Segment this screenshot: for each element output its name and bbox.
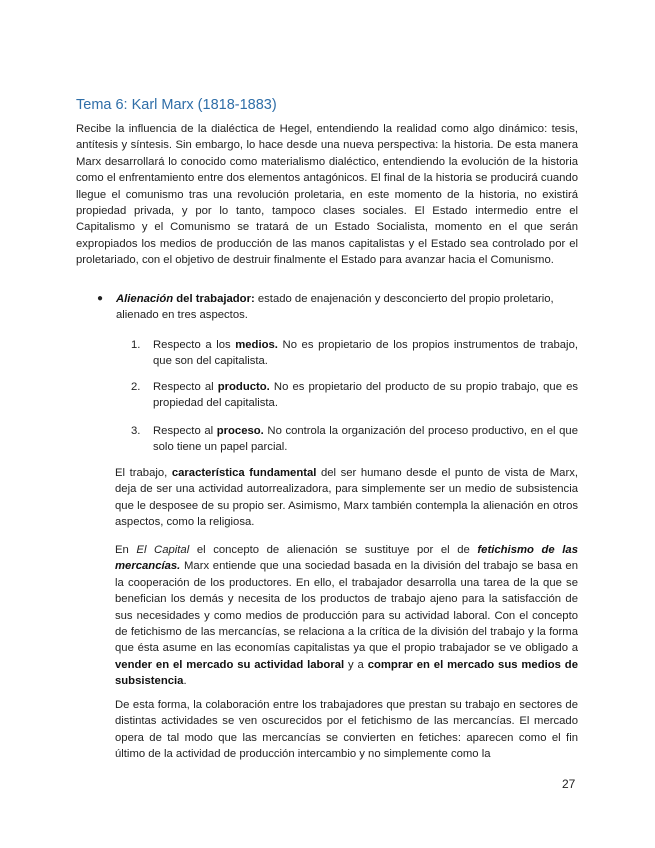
alienation-term-rest: del trabajador: <box>173 293 255 305</box>
alienation-bullet-item <box>97 291 578 324</box>
aspect-text: Respecto al producto. No es propietario del producto de su propio trabajo, que es propiedad del capitalista. <box>153 381 578 410</box>
alienation-term: Alienación <box>116 293 174 305</box>
intro-paragraph: Recibe la influencia de la dialéctica de Hegel, entendiendo la realidad como algo dinámico: tesis, antítesis y síntesis. Sin embargo, lo hace desde una nueva perspectiva: la historia. De esta manera Marx desarrollará lo conocido como materialismo dialéctico, entendiendo la evolución de la historia como el enfrentamiento entre dos elementos antagónicos. El final de la historia se producirá cuando llegue el comunismo tras una revolución proletaria, en este momento de la historia, no existirá propiedad privada, y por lo tanto, tampoco clases sociales. El Estado intermedio entre el Capitalismo y el Comunismo se tratará de un Estado Socialista, momento en el que serán expropiados los medios de producción de las manos capitalistas y el Estado sea controlado por el proletariado, con el objetivo de destruir finalmente el Estado para avanzar hacia el Comunismo. <box>76 123 578 267</box>
capital-paragraph: En El Capital el concepto de alienación se sustituye por el de fetichismo de las mercancías. Marx entiende que una sociedad basada en la división del trabajo se basa en la cooperación de los productores. En ello, el trabajador desarrolla una tarea de la que se benefician los demás y necesita de los productos de trabajo ajeno para la satisfacción de sus necesidades y como medios de producción para su actividad laboral. Con el concepto de fetichismo de las mercancías, se relaciona a la crítica de la división del trabajo y la forma que ésta asume en las economías capitalistas ya que el propio trabajador se ve obligado a vender en el mercado su actividad laboral y a comprar en el mercado sus medios de subsistencia. <box>115 544 578 688</box>
page-number: 27 <box>562 777 576 791</box>
aspect-number: 3. <box>131 425 141 437</box>
alienation-bullet-text <box>116 291 578 324</box>
alienation-description: estado de enajenación y desconcierto del propio proletario, alienado en tres aspectos. <box>116 293 554 322</box>
bullet-icon: ● <box>97 293 104 304</box>
page-title: Tema 6: Karl Marx (1818-1883) <box>76 97 277 113</box>
final-paragraph: De esta forma, la colaboración entre los trabajadores que prestan su trabajo en sectores de distintas actividades se ven oscurecidos por el fetichismo de las mercancías. El mercado opera de tal modo que las mercancías se convierten en fetiches: aparecen como el fin último de la actividad de producción intercambio y no simplemente como la <box>115 699 578 761</box>
aspect-item-producto <box>131 379 578 412</box>
book-title: El Capital <box>136 544 190 556</box>
aspect-number: 1. <box>131 339 141 351</box>
aspect-number: 2. <box>131 381 141 393</box>
aspect-text: Respecto al proceso. No controla la organización del proceso productivo, en el que solo tiene un papel parcial. <box>153 425 578 454</box>
aspect-item-medios <box>131 337 578 370</box>
work-paragraph: El trabajo, característica fundamental del ser humano desde el punto de vista de Marx, deja de ser una actividad autorrealizadora, para simplemente ser un medio de subsistencia que le desposee de su propio ser. Asimismo, Marx también contempla la alienación en otros aspectos, como la religiosa. <box>115 467 578 529</box>
fetishism-term: fetichismo de las mercancías. <box>115 544 578 573</box>
aspect-text: Respecto a los medios. No es propietario de los propios instrumentos de trabajo, que son del capitalista. <box>153 339 578 368</box>
aspect-item-proceso <box>131 423 578 456</box>
